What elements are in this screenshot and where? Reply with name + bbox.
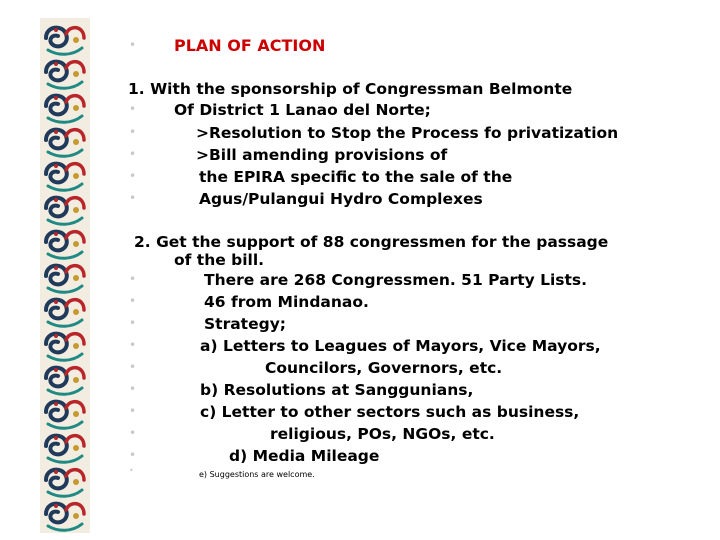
section1-heading: 1. With the sponsorship of Congressman Belmonte [128, 80, 573, 98]
bullet: • [129, 404, 137, 418]
border-motif-stroke [54, 300, 58, 304]
bullet: • [129, 466, 134, 475]
border-motif-stroke [54, 198, 58, 202]
border-motif-stroke [54, 130, 58, 134]
border-motif-stroke [73, 241, 79, 247]
bullet: • [129, 426, 137, 440]
border-motif-stroke [54, 504, 58, 508]
border-motif-stroke [73, 275, 79, 281]
section2-heading-cont: of the bill. [174, 251, 265, 269]
bullet: • [129, 338, 137, 352]
border-motif-stroke [54, 402, 58, 406]
border-motif-stroke [54, 96, 58, 100]
section1-line: Agus/Pulangui Hydro Complexes [199, 190, 483, 208]
border-motif-stroke [54, 436, 58, 440]
bullet: • [129, 125, 137, 139]
border-motif-stroke [54, 28, 58, 32]
border-motif-stroke [54, 334, 58, 338]
bullet: • [129, 316, 137, 330]
section2-heading: 2. Get the support of 88 congressmen for the passage [134, 233, 609, 251]
border-motif-stroke [73, 105, 79, 111]
border-motif-stroke [73, 71, 79, 77]
border-motif-stroke [54, 62, 58, 66]
section2-line: d) Media Mileage [229, 447, 380, 465]
bullet: • [129, 147, 137, 161]
bullet: • [129, 294, 137, 308]
border-motif-stroke [73, 173, 79, 179]
border-motif-stroke [54, 368, 58, 372]
section2-line: religious, POs, NGOs, etc. [270, 425, 495, 443]
section2-footnote: e) Suggestions are welcome. [199, 470, 315, 479]
section1-line: >Resolution to Stop the Process fo privatization [196, 124, 619, 142]
section2-line: There are 268 Congressmen. 51 Party Lists. [204, 271, 588, 289]
border-motif-stroke [73, 207, 79, 213]
border-motif-stroke [73, 445, 79, 451]
border-motif-stroke [73, 411, 79, 417]
bullet: • [129, 360, 137, 374]
border-motif-stroke [73, 343, 79, 349]
bullet: • [129, 382, 137, 396]
section1-line: >Bill amending provisions of [196, 146, 448, 164]
section1-line: Of District 1 Lanao del Norte; [174, 101, 431, 119]
section1-line: the EPIRA specific to the sale of the [199, 168, 513, 186]
border-motif-stroke [73, 513, 79, 519]
border-motif-stroke [73, 309, 79, 315]
title-bullet: • [129, 38, 137, 52]
border-motif-stroke [73, 377, 79, 383]
bullet: • [129, 191, 137, 205]
border-motif-stroke [73, 37, 79, 43]
page-title: PLAN OF ACTION [174, 36, 326, 55]
section2-line: b) Resolutions at Sanggunians, [200, 381, 474, 399]
bullet: • [129, 272, 137, 286]
section2-line: Strategy; [204, 315, 286, 333]
section2-line: 46 from Mindanao. [204, 293, 369, 311]
section2-line: a) Letters to Leagues of Mayors, Vice Mayors, [200, 337, 601, 355]
border-motif-stroke [54, 164, 58, 168]
section2-line: Councilors, Governors, etc. [265, 359, 503, 377]
border-motif-stroke [73, 479, 79, 485]
bullet: • [129, 448, 137, 462]
border-motif-stroke [54, 232, 58, 236]
border-motif-stroke [54, 266, 58, 270]
section2-line: c) Letter to other sectors such as business, [200, 403, 580, 421]
border-motif-stroke [73, 139, 79, 145]
border-motif-stroke [54, 470, 58, 474]
decorative-border [40, 18, 90, 533]
bullet: • [129, 169, 137, 183]
bullet: • [129, 102, 137, 116]
